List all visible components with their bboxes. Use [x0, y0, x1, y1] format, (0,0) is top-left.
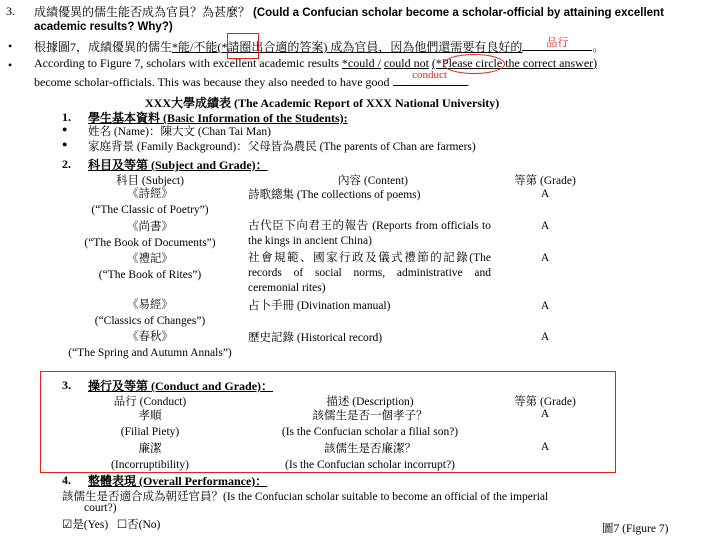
- header-description: 描述 (Description): [326, 396, 414, 408]
- bullet1-line: [34, 38, 604, 55]
- bullet1-option-can: *能: [172, 40, 191, 54]
- bullet1-slash: /: [190, 40, 194, 54]
- conduct-en: (Incorruptibility): [111, 459, 189, 471]
- checked-box-icon: ☑: [62, 519, 73, 531]
- bullet1-instruction: (*請圈出合適的答案) 成為官員，因為他們還需要有良好的: [217, 40, 523, 54]
- subject-zh: 《禮記》: [127, 253, 173, 265]
- subject-content: 社會規範、國家行政及儀式禮節的記錄(The records of social norms, administrative and ceremonial rites): [248, 252, 491, 294]
- student-name: 姓名 (Name)：陳大文 (Chan Tai Man): [88, 126, 271, 138]
- question-en-2: academic results? Why?): [34, 21, 173, 33]
- question-text: [34, 3, 664, 20]
- overall-question-2: court?): [84, 502, 117, 514]
- bullet-dot: ●: [62, 139, 68, 149]
- subject-grade: A: [540, 331, 550, 343]
- section2-number: 2.: [62, 157, 71, 171]
- subject-zh: 《易經》: [127, 299, 173, 311]
- figure-caption: 圖7 (Figure 7): [602, 523, 669, 535]
- bullet-dot: ●: [62, 124, 68, 134]
- description-en: (Is the Confucian scholar incorrupt?): [285, 459, 455, 471]
- bullet1-prefix: 根據圖7，成績優異的儒生: [34, 40, 173, 54]
- section2-title: 科目及等第 (Subject and Grade)：: [88, 158, 268, 172]
- unchecked-box-icon: ☐: [116, 519, 128, 531]
- subject-grade: A: [540, 220, 550, 232]
- overall-answer-options: [62, 516, 160, 532]
- question-number: 3.: [6, 4, 15, 18]
- subject-en: (“The Book of Rites”): [98, 269, 202, 281]
- bullet1-answer-blank: [522, 38, 592, 51]
- section1-number: 1.: [62, 110, 71, 124]
- subject-en: (“The Book of Documents”): [84, 237, 216, 249]
- bullet2-prefix: According to Figure 7, scholars with excellent academic results: [34, 56, 339, 70]
- yes-label: 是(Yes): [72, 519, 109, 531]
- bullet2-option-could-not: could not: [383, 56, 429, 70]
- subject-name: [60, 329, 240, 361]
- bullet1-end: 。: [592, 40, 605, 54]
- conduct-zh: 廉潔: [138, 443, 162, 455]
- conduct-en: (Filial Piety): [120, 426, 180, 438]
- header-grade: 等第 (Grade): [514, 175, 576, 187]
- subject-name: [60, 251, 240, 283]
- subject-name: [60, 186, 240, 218]
- subject-grade: A: [540, 188, 550, 200]
- header-content: 內容 (Content): [338, 175, 408, 187]
- conduct-grade: A: [540, 408, 550, 420]
- subject-grade: A: [540, 300, 550, 312]
- no-label: 否(No): [127, 519, 161, 531]
- header-conduct: 品行 (Conduct): [113, 396, 187, 408]
- conduct-name: [60, 441, 240, 473]
- conduct-name: [60, 408, 240, 440]
- subject-zh: 《春秋》: [127, 331, 173, 343]
- bullet2-end: .: [466, 75, 470, 89]
- section3-title: 操行及等第 (Conduct and Grade)：: [88, 379, 274, 393]
- question-zh: 成績優異的儒生能否成為官員？為甚麼？: [34, 5, 251, 19]
- subject-name: [60, 297, 240, 329]
- section4-number: 4.: [62, 473, 71, 487]
- section3-number: 3.: [62, 378, 71, 392]
- bullet2-answer: conduct: [412, 69, 447, 81]
- question-en-1: (Could a Confucian scholar become a scholar-official by attaining excellent: [253, 7, 664, 19]
- subject-grade: A: [540, 252, 550, 264]
- subject-zh: 《尚書》: [127, 221, 173, 233]
- subject-zh: 《詩經》: [127, 188, 173, 200]
- bullet2-instruction: (*Please circle the correct answer): [431, 56, 598, 70]
- family-background: 家庭背景 (Family Background)：父母皆為農民 (The parents of Chan are farmers): [88, 141, 476, 153]
- description-zh: 該儒生是否廉潔？: [324, 443, 416, 455]
- subject-en: (“The Spring and Autumn Annals”): [68, 347, 232, 359]
- conduct-zh: 孝順: [138, 410, 162, 422]
- report-title: XXX大學成績表 (The Academic Report of XXX National University): [145, 96, 500, 110]
- conduct-description: [250, 408, 490, 440]
- subject-content: 詩歌總集 (The collections of poems): [248, 189, 421, 201]
- overall-question-1: 該儒生是否適合成為朝廷官員？(Is the Confucian scholar suitable to become an official of the imperial: [62, 491, 549, 503]
- bullet2-line2: [34, 69, 470, 90]
- bullet2-text: become scholar-officials. This was because they also needed to have good: [34, 75, 390, 89]
- conduct-grade: A: [540, 441, 550, 453]
- subject-content: 占卜手冊 (Divination manual): [248, 300, 391, 312]
- subject-content: 歷史記錄 (Historical record): [248, 332, 383, 344]
- subject-en: (“Classics of Changes”): [94, 315, 206, 327]
- section4-title: 整體表現 (Overall Performance)：: [88, 474, 268, 488]
- header-grade: 等第 (Grade): [514, 396, 576, 408]
- bullet1-answer: 品行: [546, 37, 569, 49]
- bullet2-line1: [34, 56, 597, 71]
- bullet2-answer-blank: [393, 69, 467, 86]
- subject-content: 古代臣下向君王的報告 (Reports from officials to the kings in ancient China): [248, 220, 491, 247]
- conduct-description: [250, 441, 490, 473]
- bullet2-option-could: *could /: [341, 56, 381, 70]
- section1-title: 學生基本資料 (Basic Information of the Students):: [88, 111, 348, 125]
- bullet-dot: •: [8, 39, 13, 53]
- subject-name: [60, 219, 240, 251]
- header-subject: 科目 (Subject): [115, 175, 185, 187]
- bullet-dot: •: [8, 58, 13, 72]
- subject-en: (“The Classic of Poetry”): [91, 204, 209, 216]
- description-zh: 該儒生是否一個孝子？: [312, 410, 428, 422]
- description-en: (Is the Confucian scholar a filial son?): [281, 426, 459, 438]
- bullet1-option-cannot: 不能: [193, 40, 218, 54]
